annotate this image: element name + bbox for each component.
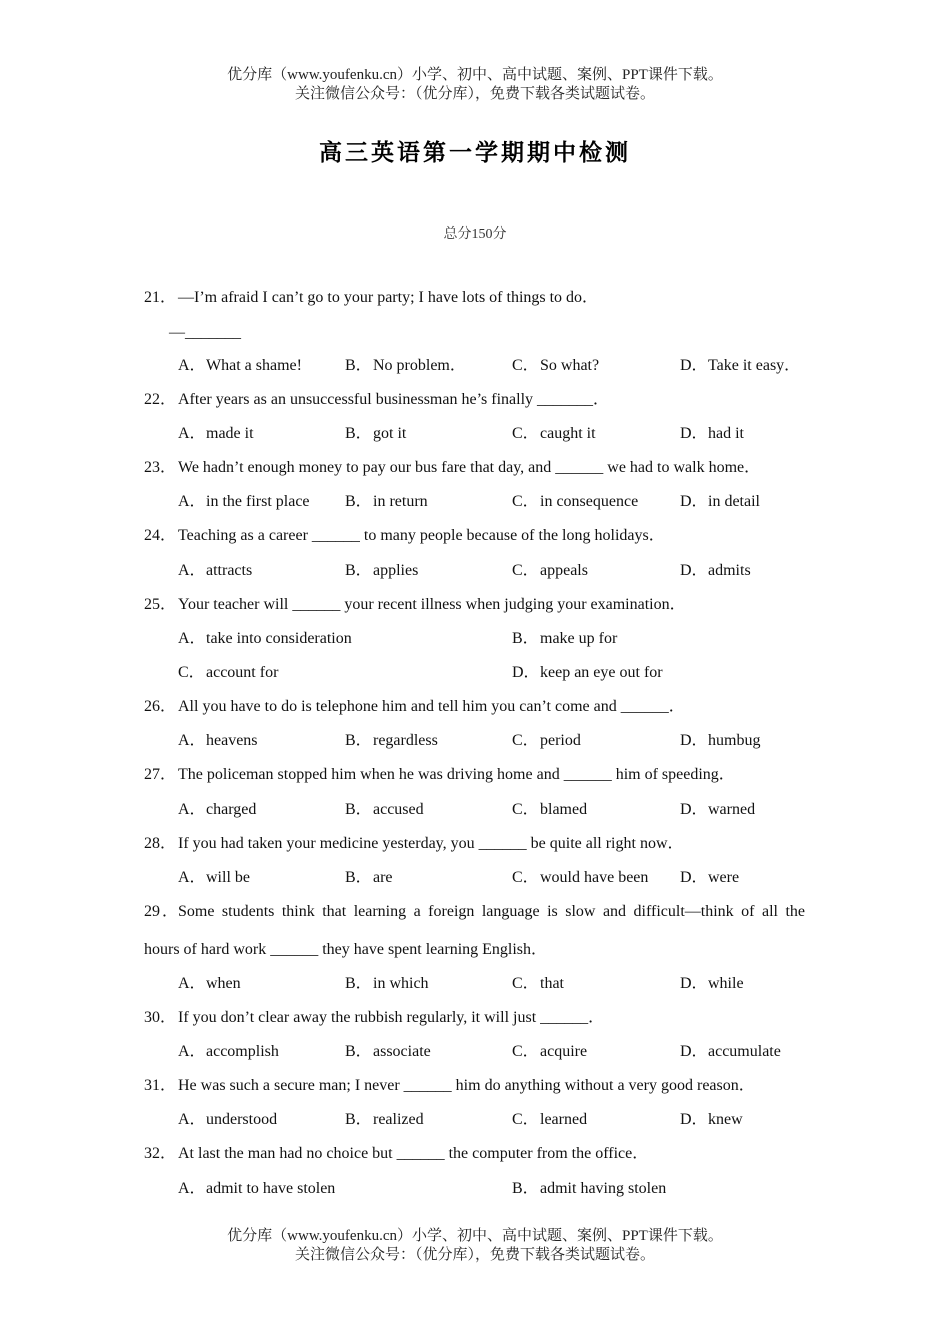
option-22-c[interactable]: C．caught it <box>512 425 596 442</box>
option-28-a[interactable]: A．will be <box>178 869 250 886</box>
option-21-b[interactable]: B．No problem． <box>345 357 466 374</box>
option-22-b[interactable]: B．got it <box>345 425 407 442</box>
question-30: 30． If you don’t clear away the rubbish regularly, it will just ______． <box>144 1009 605 1026</box>
total-score: 总分150分 <box>443 227 507 242</box>
option-24-d[interactable]: D．admits <box>680 562 751 579</box>
option-22-d[interactable]: D．had it <box>680 425 744 442</box>
option-27-c[interactable]: C．blamed <box>512 801 588 818</box>
option-23-b[interactable]: B．in return <box>345 493 428 510</box>
option-26-c[interactable]: C．period <box>512 732 581 749</box>
option-27-b[interactable]: B．accused <box>345 801 424 818</box>
option-32-a[interactable]: A．admit to have stolen <box>178 1180 336 1197</box>
question-27: 27． The policeman stopped him when he was driving home and ______ him of speeding． <box>144 766 735 783</box>
option-28-d[interactable]: D．were <box>680 869 740 886</box>
page-title: 高三英语第一学期期中检测 <box>319 140 631 165</box>
question-31: 31． He was such a secure man; I never ______ him do anything without a very good reason． <box>144 1077 755 1094</box>
option-27-a[interactable]: A．charged <box>178 801 257 818</box>
option-21-d[interactable]: D．Take it easy． <box>680 357 801 374</box>
question-24: 24． Teaching as a career ______ to many people because of the long holidays． <box>144 527 665 544</box>
footer-line-1: 优分库（www.youfenku.cn）小学、初中、高中试题、案例、PPT课件下载。 <box>227 1228 723 1244</box>
question-23: 23． We hadn’t enough money to pay our bus fare that day, and ______ we had to walk home． <box>144 459 761 476</box>
option-25-c[interactable]: C．account for <box>178 664 279 681</box>
option-27-d[interactable]: D．warned <box>680 801 756 818</box>
option-24-b[interactable]: B．applies <box>345 562 419 579</box>
footer-line-2: 关注微信公众号：（优分库），免费下载各类试题试卷。 <box>294 1247 655 1263</box>
option-21-a[interactable]: A．What a shame! <box>178 357 302 374</box>
header-line-1: 优分库（www.youfenku.cn）小学、初中、高中试题、案例、PPT课件下载。 <box>227 67 723 83</box>
option-24-c[interactable]: C．appeals <box>512 562 588 579</box>
option-29-b[interactable]: B．in which <box>345 975 429 992</box>
question-21: 21． —I’m afraid I can’t go to your party; I have lots of things to do． <box>144 289 599 306</box>
option-23-c[interactable]: C．in consequence <box>512 493 639 510</box>
header-line-2: 关注微信公众号：（优分库），免费下载各类试题试卷。 <box>294 86 655 102</box>
option-32-b[interactable]: B．admit having stolen <box>512 1180 667 1197</box>
option-31-b[interactable]: B．realized <box>345 1111 424 1128</box>
option-23-d[interactable]: D．in detail <box>680 493 760 510</box>
option-30-d[interactable]: D．accumulate <box>680 1043 781 1060</box>
option-26-d[interactable]: D．humbug <box>680 732 761 749</box>
question-21-response-blank: —_______ <box>169 324 241 341</box>
option-29-d[interactable]: D．while <box>680 975 744 992</box>
option-28-b[interactable]: B．are <box>345 869 393 886</box>
question-29: 29．Some students think that learning a foreign language is slow and difficult—think of all the <box>144 903 805 920</box>
option-24-a[interactable]: A．attracts <box>178 562 253 579</box>
question-32: 32． At last the man had no choice but ______ the computer from the office． <box>144 1145 649 1162</box>
option-28-c[interactable]: C．would have been <box>512 869 649 886</box>
option-31-d[interactable]: D．knew <box>680 1111 743 1128</box>
question-29-continued: hours of hard work ______ they have spent learning English． <box>144 941 548 958</box>
option-21-c[interactable]: C．So what? <box>512 357 600 374</box>
option-31-c[interactable]: C．learned <box>512 1111 588 1128</box>
option-29-a[interactable]: A．when <box>178 975 241 992</box>
option-23-a[interactable]: A．in the first place <box>178 493 310 510</box>
question-22: 22． After years as an unsuccessful businessman he’s finally _______． <box>144 391 610 408</box>
question-26: 26． All you have to do is telephone him and tell him you can’t come and ______． <box>144 698 685 715</box>
option-30-b[interactable]: B．associate <box>345 1043 431 1060</box>
option-25-d[interactable]: D．keep an eye out for <box>512 664 663 681</box>
option-26-a[interactable]: A．heavens <box>178 732 258 749</box>
option-22-a[interactable]: A．made it <box>178 425 254 442</box>
question-25: 25． Your teacher will ______ your recent illness when judging your examination． <box>144 596 686 613</box>
option-25-b[interactable]: B．make up for <box>512 630 618 647</box>
option-30-c[interactable]: C．acquire <box>512 1043 588 1060</box>
option-25-a[interactable]: A．take into consideration <box>178 630 352 647</box>
question-28: 28． If you had taken your medicine yesterday, you ______ be quite all right now． <box>144 835 684 852</box>
option-26-b[interactable]: B．regardless <box>345 732 438 749</box>
option-29-c[interactable]: C．that <box>512 975 564 992</box>
option-30-a[interactable]: A．accomplish <box>178 1043 279 1060</box>
option-31-a[interactable]: A．understood <box>178 1111 278 1128</box>
